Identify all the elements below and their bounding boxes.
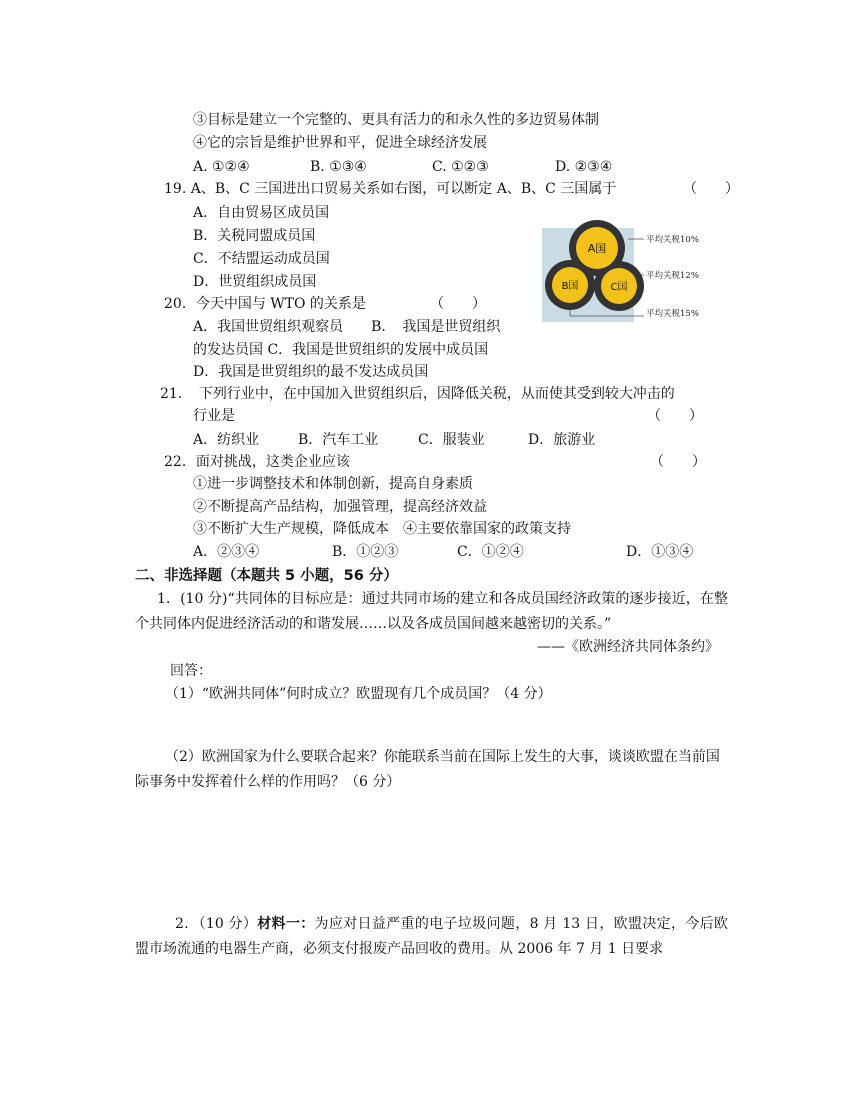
- nq2-prefix: 2．（10 分）: [175, 916, 258, 932]
- nq1-answer-label: 回答：: [170, 663, 212, 679]
- q20-stem: 20．今天中国与 WTO 的关系是: [164, 296, 366, 312]
- q19-option-c: C．不结盟运动成员国: [193, 251, 330, 267]
- nq2-material-label: 材料一：: [257, 916, 315, 932]
- nq1-intro: 1．(10 分)“共同体的目标应是：通过共同市场的建立和各成员国经济政策的逐步接近，在整个共同体内促进经济活动的和谐发展……以及各成员国间越来越密切的关系。”: [135, 591, 728, 632]
- country-b-label: B国: [561, 281, 579, 292]
- nq1-sub-2: （2）欧洲国家为什么要联合起来？你能联系当前在国际上发生的大事，谈谈欧盟在当前国际事务中发挥着什么样的作用吗？（6 分）: [135, 749, 720, 790]
- q19-answer-paren: （ ）: [683, 181, 739, 197]
- q21-stem: 21． 下列行业中，在中国加入世贸组织后，因降低关税，从而使其受到较大冲击的: [160, 386, 675, 402]
- q19-stem: 19. A、B、C 三国进出口贸易关系如右图，可以断定 A、B、C 三国属于: [164, 181, 617, 197]
- q21-option-a: A．纺织业: [193, 432, 260, 448]
- q20-line-3: D．我国是世贸组织的最不发达成员国: [193, 364, 429, 380]
- q21-option-b: B．汽车工业: [298, 432, 379, 448]
- tariff-label-a: 平均关税10%: [646, 235, 699, 245]
- q22-option-d: D．①③④: [626, 544, 694, 560]
- q21-option-d: D．旅游业: [528, 432, 596, 448]
- tariff-label-c: 平均关税15%: [646, 309, 699, 319]
- q19-option-a: A．自由贸易区成员国: [193, 205, 330, 221]
- q21-option-c: C．服装业: [418, 432, 485, 448]
- q18-option-b: B. ①③④: [310, 159, 367, 175]
- nq1-source: ——《欧洲经济共同体条约》: [537, 639, 719, 655]
- q18-option-a: A. ①②④: [193, 159, 250, 175]
- section-2-title: 二、非选择题（本题共 5 小题，56 分）: [135, 568, 398, 584]
- q21-stem-2: 行业是: [193, 408, 235, 424]
- q18-option-c: C. ①②③: [432, 159, 489, 175]
- q21-answer-paren: （ ）: [647, 408, 703, 424]
- q20-line-1: A．我国世贸组织观察员 B． 我国是世贸组织: [193, 319, 501, 335]
- country-c-label: C国: [610, 282, 628, 293]
- q19-option-d: D．世贸组织成员国: [193, 274, 317, 290]
- nq2-text: 为应对日益严重的电子垃圾问题，8 月 13 日，欧盟决定，今后欧盟市场流通的电器生产商，必须支付报废产品回收的费用。从 2006 年 7 月 1 日要求: [135, 916, 728, 957]
- q18-option-d: D. ②③④: [555, 159, 613, 175]
- q20-line-2: 的发达员国 C．我国是世贸组织的发展中成员国: [193, 342, 489, 358]
- q20-answer-paren: （ ）: [430, 296, 486, 312]
- q22-option-c: C．①②④: [457, 544, 524, 560]
- tariff-label-b: 平均关税12%: [646, 271, 699, 281]
- country-a-label: A国: [587, 242, 607, 255]
- q22-option-a: A．②③④: [193, 544, 260, 560]
- q22-item-1: ①进一步调整技术和体制创新，提高自身素质: [193, 476, 473, 492]
- q19-option-b: B．关税同盟成员国: [193, 228, 316, 244]
- q18-item-3: ③目标是建立一个完整的、更具有活力的和永久性的多边贸易体制: [193, 112, 599, 128]
- q22-option-b: B．①②③: [332, 544, 399, 560]
- nq1-sub-1: （1）“欧洲共同体”何时成立？欧盟现有几个成员国？（4 分）: [165, 686, 552, 702]
- q18-item-4: ④它的宗旨是维护世界和平，促进全球经济发展: [193, 135, 487, 151]
- q22-answer-paren: （ ）: [650, 454, 706, 470]
- q22-stem: 22．面对挑战，这类企业应该: [164, 454, 350, 470]
- trade-relation-diagram: [540, 220, 720, 330]
- q22-item-3: ③不断扩大生产规模，降低成本 ④主要依靠国家的政策支持: [193, 521, 571, 537]
- nq2-paragraph: [135, 912, 728, 962]
- q22-item-2: ②不断提高产品结构，加强管理，提高经济效益: [193, 499, 487, 515]
